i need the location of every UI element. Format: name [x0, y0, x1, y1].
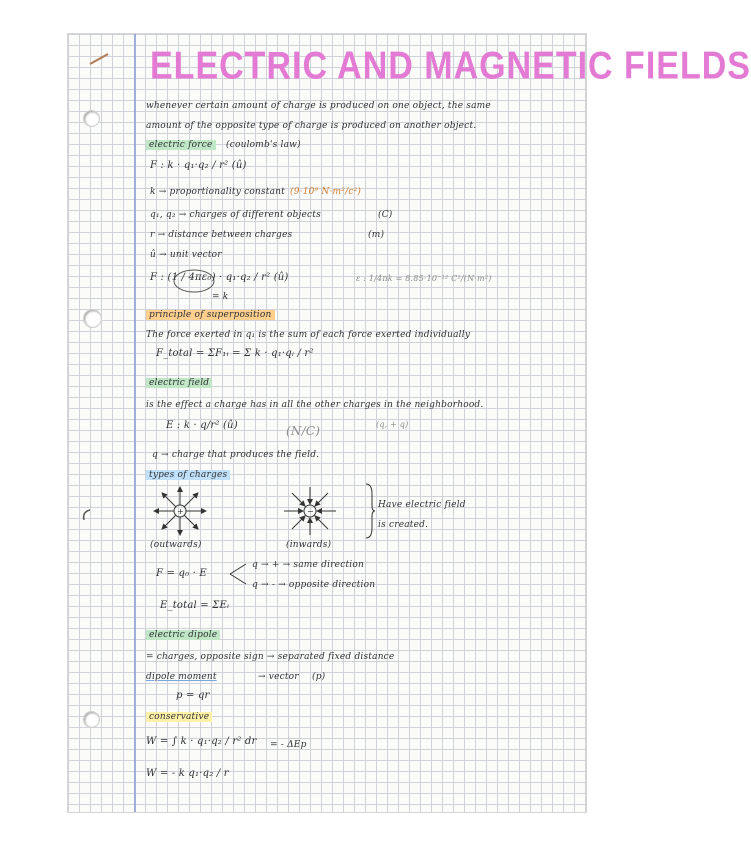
intro-line-2: amount of the opposite type of charge is produced on another object. — [146, 121, 477, 131]
punch-hole — [83, 110, 100, 127]
electric-field-heading — [146, 378, 212, 388]
dipole-text: = charges, opposite sign → separated fixed distance — [146, 652, 395, 662]
page-title: ELECTRIC AND MAGNETIC FIELDS — [150, 44, 751, 88]
dipole-moment-formula: p = qr — [176, 690, 210, 701]
field-charge-def: q → charge that produces the field. — [152, 450, 320, 460]
heading-highlight: electric force — [146, 140, 216, 150]
work-formula-1: W = ∫ k · q₁·q₂ / r² dr — [146, 736, 257, 747]
def-distance: r → distance between charges — [150, 230, 293, 240]
intro-line-1: whenever certain amount of charge is produced on one object, the same — [146, 101, 491, 111]
heading-highlight: electric field — [146, 378, 212, 388]
unit-coulomb: (C) — [378, 210, 393, 220]
case-positive: q → + → same direction — [252, 560, 364, 570]
negative-charge-diagram — [280, 483, 340, 539]
conservative-heading — [146, 712, 212, 722]
notebook-page — [68, 34, 586, 812]
dipole-moment-label: dipole moment — [146, 672, 217, 682]
inwards-label: (inwards) — [286, 540, 332, 550]
coulomb-subtitle: (coulomb's law) — [226, 140, 301, 150]
coulomb-formula-2: F : (1 / 4πε₀) · q₁·q₂ / r² (û) — [150, 272, 289, 283]
heading-highlight: electric dipole — [146, 630, 220, 640]
branch-arrows — [228, 560, 250, 588]
epsilon-value: ε : 1/4πk = 8.85·10⁻¹² C²/(N·m²) — [356, 274, 492, 283]
punch-hole — [83, 309, 102, 328]
field-note-1: Have electric field — [378, 500, 466, 510]
def-unit-vector: û → unit vector — [150, 250, 222, 260]
curly-brace — [364, 482, 376, 540]
superposition-text: The force exerted in q₁ is the sum of each force exerted individually — [146, 330, 471, 340]
types-heading — [146, 470, 230, 480]
svg-text:−: − — [307, 507, 314, 516]
field-unit: (N/C) — [286, 424, 321, 438]
pencil-mark — [88, 52, 110, 66]
heading-highlight: conservative — [146, 712, 212, 722]
work-formula-2: W = - k q₁·q₂ / r — [146, 768, 229, 779]
margin-line — [134, 34, 136, 812]
work-formula-1-tail: = - ΔEp — [270, 740, 307, 750]
electric-force-heading — [146, 140, 216, 150]
k-value: (9·10⁹ N·m²/c²) — [290, 187, 362, 197]
superposition-heading — [146, 310, 275, 320]
k-label: = k — [212, 292, 229, 302]
positive-charge-diagram — [150, 483, 210, 539]
field-side-note: (q, + q) — [376, 420, 409, 429]
electric-field-text: is the effect a charge has in all the other charges in the neighborhood. — [146, 400, 484, 410]
case-negative: q → - → opposite direction — [252, 580, 376, 590]
heading-highlight: principle of superposition — [146, 310, 275, 320]
def-charges: q₁, q₂ → charges of different objects — [150, 210, 321, 220]
svg-text:+: + — [177, 507, 184, 516]
superposition-formula: F_total = ΣF₁ᵢ = Σ k · q₁·qᵢ / r² — [156, 348, 314, 359]
punch-hole — [83, 711, 100, 728]
dipole-heading — [146, 630, 220, 640]
dipole-moment-symbol: (p) — [312, 672, 326, 682]
unit-meter: (m) — [368, 230, 385, 240]
def-k: k → proportionality constant — [150, 187, 285, 197]
field-note-2: is created. — [378, 520, 429, 530]
page-mark — [80, 508, 92, 522]
total-field-formula: E_total = ΣEᵢ — [160, 600, 230, 611]
dipole-moment-arrow: → vector — [258, 672, 299, 682]
heading-highlight: types of charges — [146, 470, 230, 480]
coulomb-formula: F : k · q₁·q₂ / r² (û) — [150, 160, 247, 171]
electric-field-formula: E : k · q/r² (û) — [166, 420, 238, 431]
outwards-label: (outwards) — [150, 540, 202, 550]
force-field-formula: F = q₀ · E — [156, 568, 207, 579]
